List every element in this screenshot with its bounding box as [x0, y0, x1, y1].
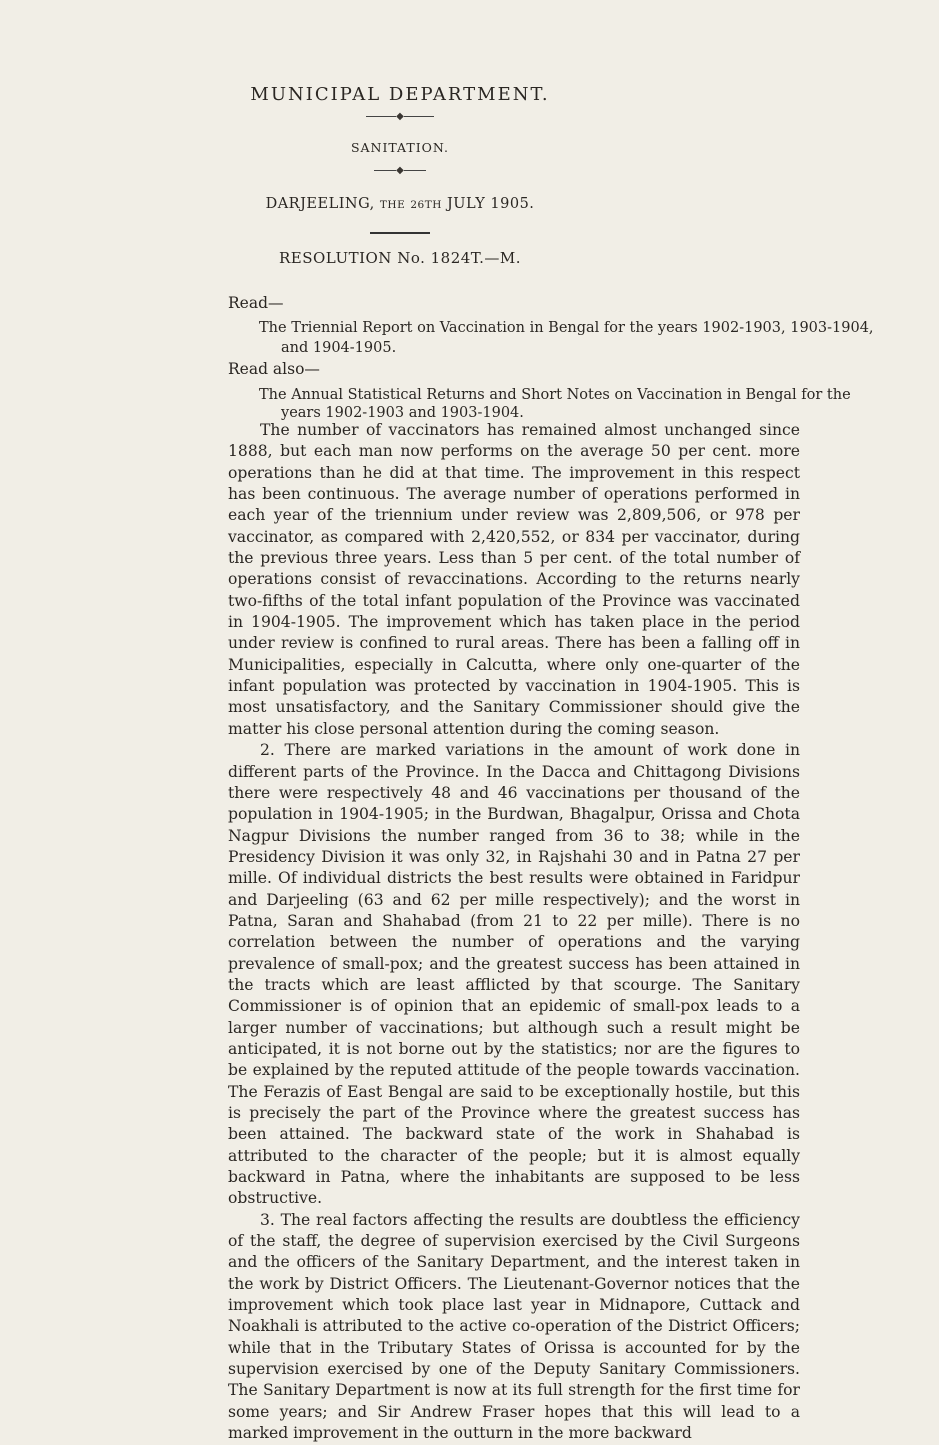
- read-item: [259, 318, 939, 358]
- ornament-divider: [0, 111, 800, 122]
- diamond-icon: ◆: [396, 165, 404, 176]
- ornament-divider-2: [0, 165, 800, 176]
- read-item-line-1: The Triennial Report on Vaccination in Bengal for the years 1902-1903, 1903-1904,: [259, 320, 874, 336]
- paragraph-1: The number of vaccinators has remained almost unchanged since 1888, but each man now performs on the average 50 per cent. more operations than he did at that time. The improvement in this respect has been continuous. The average number of operations performed in each year of the triennium under review was 2,809,506, or 978 per vaccinator, as compared with 2,420,552, or 834 per vaccinator, during the previous three years. Less than 5 per cent. of the total number of operations consist of revaccinations. According to the returns nearly two-fifths of the total infant population of the Province was vaccinated in 1904-1905. The improvement which has taken place in the period under review is confined to rural areas. There has been a falling off in Municipalities, especially in Calcutta, where only one-quarter of the infant population was protected by vaccination in 1904-1905. This is most unsatisfactory, and the Sanitary Commissioner should give the matter his close personal attention during the coming season.: [228, 421, 800, 738]
- read-heading: Read—: [228, 294, 284, 312]
- resolution-number: RESOLUTION No. 1824T.—M.: [278, 249, 522, 267]
- date-day: 26TH: [410, 199, 442, 211]
- section-heading: SANITATION.: [350, 140, 450, 155]
- read-also-item: [259, 386, 939, 422]
- place-date-line: [0, 196, 800, 212]
- paragraph-2: 2. There are marked variations in the amount of work done in different parts of the Province. In the Dacca and Chittagong Divisions there were respectively 48 and 46 vaccinations per thousand of the population in 1904-1905; in the Burdwan, Bhagalpur, Orissa and Chota Nagpur Divisions the number ranged from 36 to 38; while in the Presidency Division it was only 32, in Rajshahi 30 and in Patna 27 per mille. Of individual districts the best results were obtained in Faridpur and Darjeeling (63 and 62 per mille respectively); and the worst in Patna, Saran and Shahabad (from 21 to 22 per mille). There is no correlation between the number of operations and the varying prevalence of small-pox; and the greatest success has been attained in the tracts which are least afflicted by that scourge. The Sanitary Commissioner is of opinion that an epidemic of small-pox leads to a larger number of vaccinations; but although such a result might be anticipated, it is not borne out by the statistics; nor are the figures to be explained by the reputed attitude of the people towards vaccination. The Ferazis of East Bengal are said to be exceptionally hostile, but this is precisely the part of the Province where the greatest success has been attained. The backward state of the work in Shahabad is attributed to the character of the people; but it is almost equally backward in Patna, where the inhabitants are supposed to be less obstructive.: [228, 741, 800, 1208]
- horizontal-rule: [370, 232, 430, 234]
- paragraph-3: 3. The real factors affecting the results are doubtless the efficiency of the staff, the degree of supervision exercised by the Civil Surgeons and the officers of the Sanitary Department, and the interest taken in the work by District Officers. The Lieutenant-Governor notices that the improvement which took place last year in Midnapore, Cuttack and Noakhali is attributed to the active co-operation of the District Officers; while that in the Tributary States of Orissa is accounted for by the supervision exercised by one of the Deputy Sanitary Commissioners. The Sanitary Department is now at its full strength for the first time for some years; and Sir Andrew Fraser hopes that this will lead to a marked improvement in the outturn in the more backward: [228, 1210, 800, 1443]
- read-item-line-2: and 1904-1905.: [281, 340, 397, 356]
- read-also-line-2: years 1902-1903 and 1903-1904.: [281, 405, 524, 421]
- read-also-heading: Read also—: [228, 360, 320, 378]
- resolution-body: [228, 420, 800, 1445]
- date-prefix: THE: [379, 199, 406, 211]
- date-rest: JULY 1905.: [446, 196, 535, 212]
- place-name: DARJEELING,: [265, 196, 375, 212]
- department-heading: MUNICIPAL DEPARTMENT.: [250, 84, 550, 105]
- read-also-line-1: The Annual Statistical Returns and Short Notes on Vaccination in Bengal for the: [259, 387, 851, 403]
- diamond-icon: ◆: [396, 111, 404, 122]
